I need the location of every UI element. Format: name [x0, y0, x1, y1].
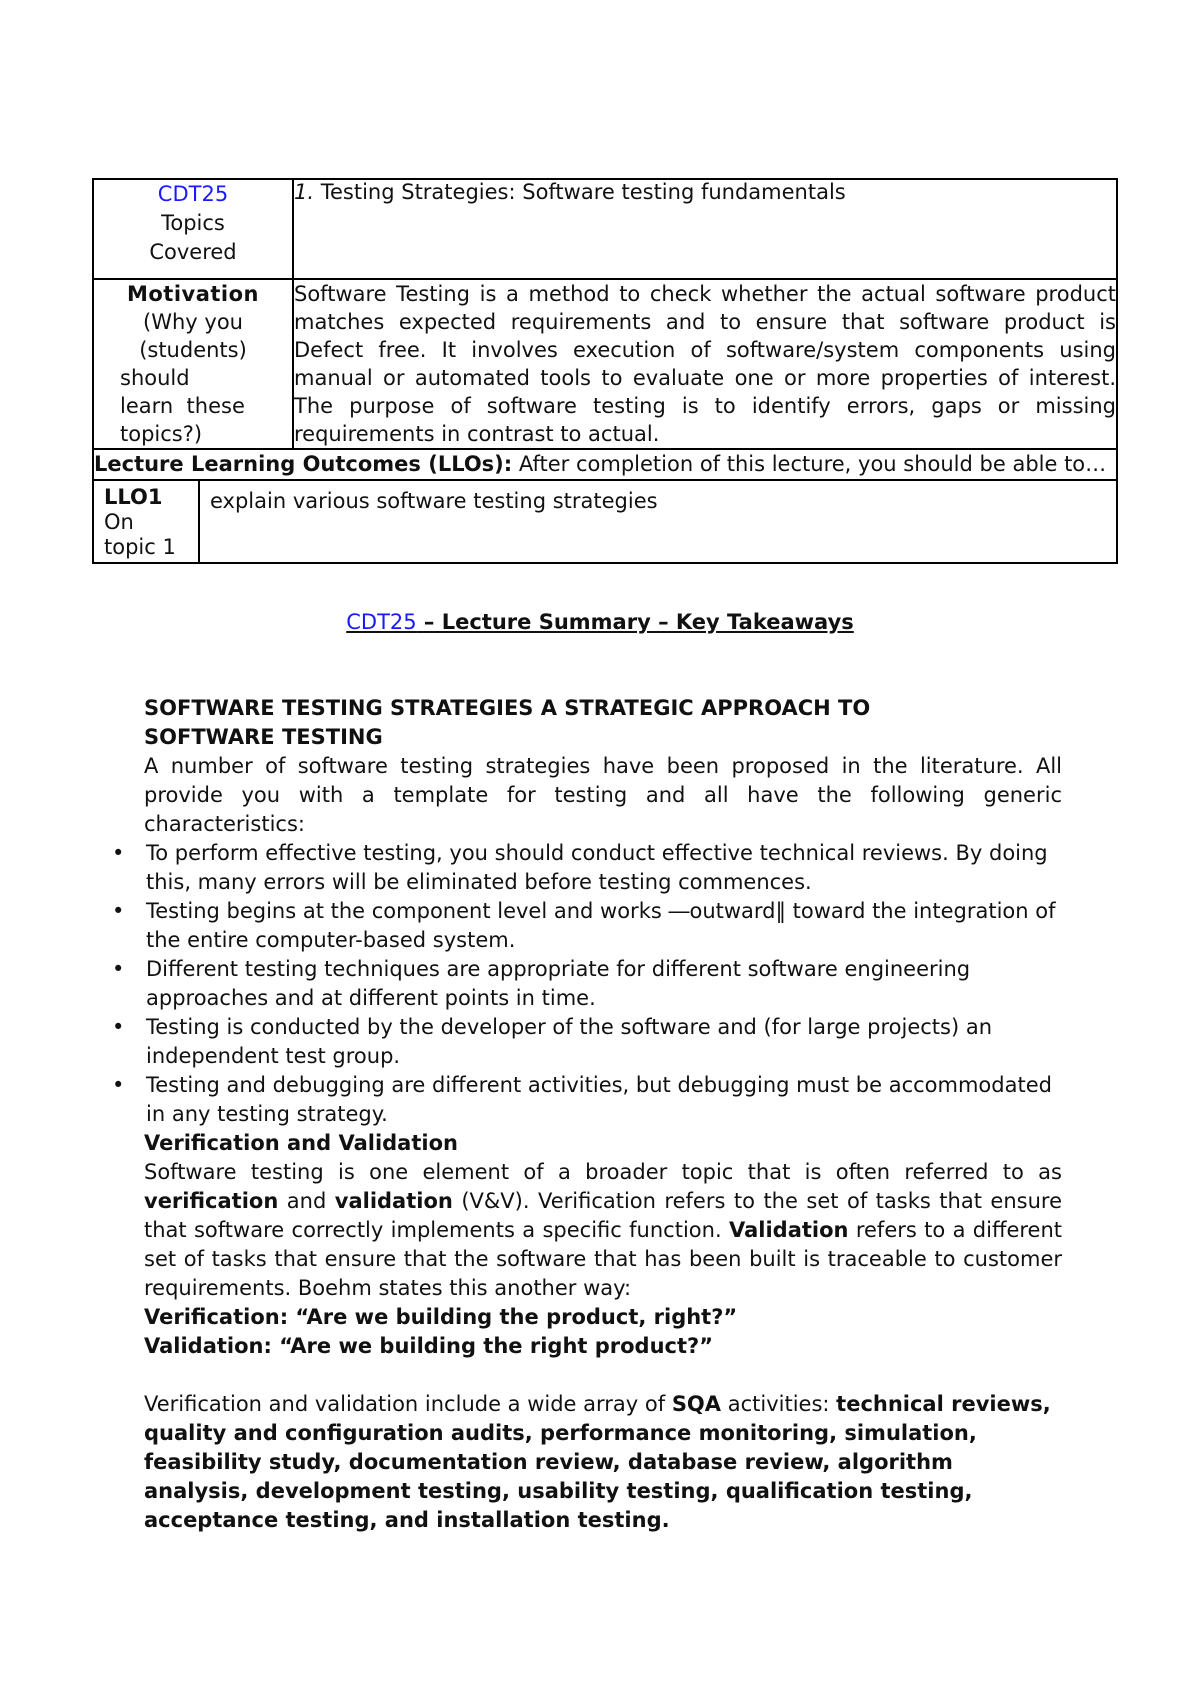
llo-heading: Lecture Learning Outcomes (LLOs): [94, 452, 513, 476]
topic-number: 1. [294, 180, 315, 204]
bullet-icon: • [112, 841, 125, 865]
topic-cell [293, 179, 1117, 279]
summary-title-rest: – Lecture Summary – Key Takeaways [416, 610, 854, 634]
validation-question: Validation: “Are we building the right product?” [144, 1334, 714, 1358]
list-item: • To perform effective testing, you should conduct effective technical reviews. By doing this, many errors will be eliminated before testing commences. [112, 841, 1048, 894]
motivation-label-cell [93, 279, 293, 449]
vv-paragraph: Software testing is one element of a broader topic that is often referred to as verification and validation (V&V). Verification refers to the set of tasks that ensure that software correctly implements a specific function. Validation refers to a different set of tasks that ensure that the software that has been built is traceable to customer requirements. Boehm states this another way: [144, 1160, 1063, 1300]
sqa-paragraph: Verification and validation include a wide array of SQA activities: technical reviews, quality and configuration audits, performance monitoring, simulation, feasibility study, documentation review, database review, algorithm analysis, development testing, usability testing, qualification testing, acceptance testing, and installation testing. [144, 1392, 1051, 1532]
topics-covered-label: Topics Covered [149, 211, 237, 264]
motivation-sub-2: (students) [139, 338, 247, 362]
course-code: CDT25 [157, 182, 229, 206]
section-heading: SOFTWARE TESTING STRATEGIES A STRATEGIC APPROACH TO SOFTWARE TESTING [144, 696, 871, 749]
llo1-topic: topic 1 [104, 535, 176, 559]
bullet-icon: • [112, 957, 125, 981]
motivation-sub-4: learn these [120, 394, 245, 418]
motivation-text: Software Testing is a method to check whether the actual software product matches expected requirements and to ensure that software product is Defect free. It involves execution of software/system components using manual or automated tools to evaluate one or more properties of interest. The purpose of software testing is to identify errors, gaps or missing requirements in contrast to actual. [293, 279, 1117, 449]
llo-intro: After completion of this lecture, you should be able to… [518, 452, 1107, 476]
vv-heading: Verification and Validation [144, 1131, 458, 1155]
topics-covered-cell [93, 179, 293, 279]
list-item: • Different testing techniques are appropriate for different software engineering approaches and at different points in time. [112, 957, 971, 1010]
characteristics-list [112, 839, 1062, 1129]
motivation-sub-5: topics?) [120, 422, 203, 446]
llo1-text: explain various software testing strategies [210, 489, 658, 513]
summary-content [112, 694, 1063, 1535]
llo-intro-cell [93, 449, 1117, 480]
list-item: • Testing begins at the component level and works ―outward‖ toward the integration of the entire computer-based system. [112, 899, 1056, 952]
list-item: • Testing and debugging are different activities, but debugging must be accommodated in any testing strategy. [112, 1073, 1052, 1126]
llo1-table [94, 481, 1116, 562]
intro-paragraph: A number of software testing strategies have been proposed in the literature. All provide you with a template for testing and all have the following generic characteristics: [144, 754, 1062, 836]
course-info-table [92, 178, 1118, 564]
motivation-sub-1: (Why you [143, 310, 243, 334]
bullet-icon: • [112, 899, 125, 923]
motivation-sub-3: should [120, 366, 190, 390]
llo1-row [93, 480, 1117, 563]
summary-title [0, 608, 1200, 636]
llo1-label-cell [94, 481, 199, 562]
bullet-icon: • [112, 1015, 125, 1039]
list-item: • Testing is conducted by the developer of the software and (for large projects) an independent test group. [112, 1015, 993, 1068]
motivation-title: Motivation [126, 282, 260, 306]
summary-code: CDT25 [346, 610, 417, 634]
topic-text: Testing Strategies: Software testing fundamentals [320, 180, 846, 204]
bullet-icon: • [112, 1073, 125, 1097]
llo1-on: On [104, 510, 134, 534]
verification-question: Verification: “Are we building the product, right?” [144, 1305, 738, 1329]
llo1-label: LLO1 [104, 485, 163, 509]
